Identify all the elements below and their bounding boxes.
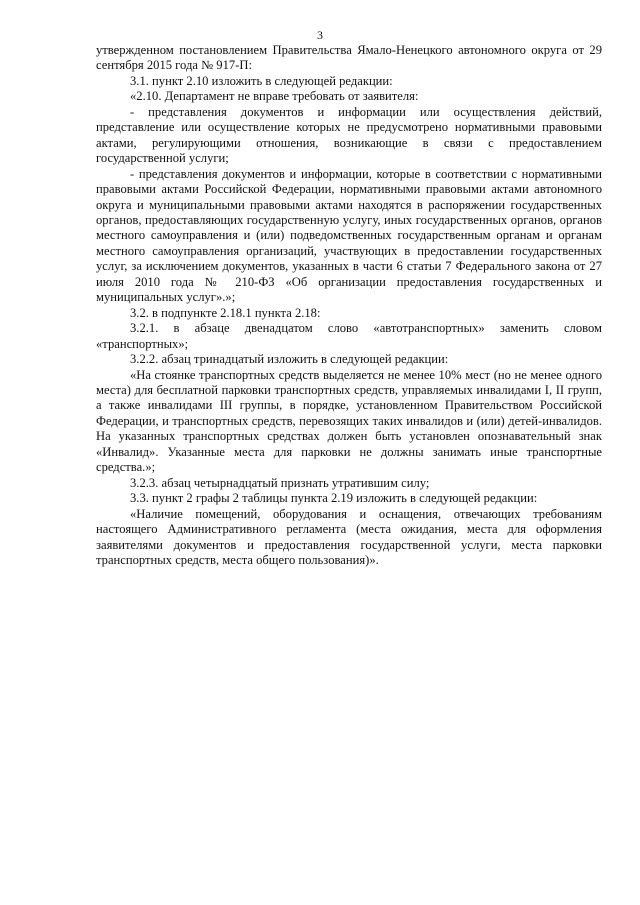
page-number: 3 [317, 28, 323, 42]
paragraph-2-10-heading: «2.10. Департамент не вправе требовать от заявителя: [130, 89, 419, 104]
paragraph-3-2-1: 3.2.1. в абзаце двенадцатом слово «автотранспортных» заменить словом «транспортных»; [96, 321, 602, 351]
paragraph-2-10-item-2: - представления документов и информации, которые в соответствии с нормативными правовыми актами Российской Федерации, нормативными правовыми актами автономного округа и муниципальными правовыми актами находятся в распоряжении государственных органов, предоставляющих государственную услугу, иных государственных органов, органов местного самоуправления и (или) подведомственных государственным органам и органам местного самоуправления организаций, участвующих в предоставлении государственных услуг, за исключением документов, указанных в части 6 статьи 7 Федерального закона от 27 июля 2010 года № 210-ФЗ «Об организации предоставления государственных и муниципальных услуг».»; [96, 166, 602, 305]
paragraph-3-3: 3.3. пункт 2 графы 2 таблицы пункта 2.19 изложить в следующей редакции: [130, 491, 538, 506]
paragraph-3-2-2: 3.2.2. абзац тринадцатый изложить в следующей редакции: [130, 352, 449, 367]
paragraph-2-10-item-1: - представления документов и информации или осуществления действий, представление или осуществление которых не предусмотрено нормативными правовыми актами, регулирующими отношения, возникающие в связи с предоставлением государственной услуги; [96, 104, 602, 166]
paragraph-3-1: 3.1. пункт 2.10 изложить в следующей редакции: [130, 73, 393, 88]
paragraph-3-2-2-quote: «На стоянке транспортных средств выделяется не менее 10% мест (но не менее одного места) для бесплатной парковки транспортных средств, управляемых инвалидами I, II групп, а также инвалидами III группы, в порядке, установленном Правительством Российской Федерации, и транспортных средств, перевозящих таких инвалидов и (или) детей-инвалидов. На указанных транспортных средствах должен быть установлен опознавательный знак «Инвалид». Указанные места для парковки не должны занимать иные транспортные средства.»; [96, 367, 602, 475]
paragraph-intro-continuation: утвержденном постановлением Правительства Ямало-Ненецкого автономного округа от 29 сентября 2015 года № 917-П: [96, 43, 602, 73]
paragraph-3-2-3: 3.2.3. абзац четырнадцатый признать утратившим силу; [130, 475, 430, 490]
paragraph-3-3-quote: «Наличие помещений, оборудования и оснащения, отвечающих требованиям настоящего Административного регламента (места ожидания, места для оформления заявителями документов и предоставления государственной услуги, места парковки транспортных средств, места общего пользования)». [96, 506, 602, 567]
paragraph-3-2: 3.2. в подпункте 2.18.1 пункта 2.18: [130, 305, 321, 320]
document-body [96, 43, 602, 568]
